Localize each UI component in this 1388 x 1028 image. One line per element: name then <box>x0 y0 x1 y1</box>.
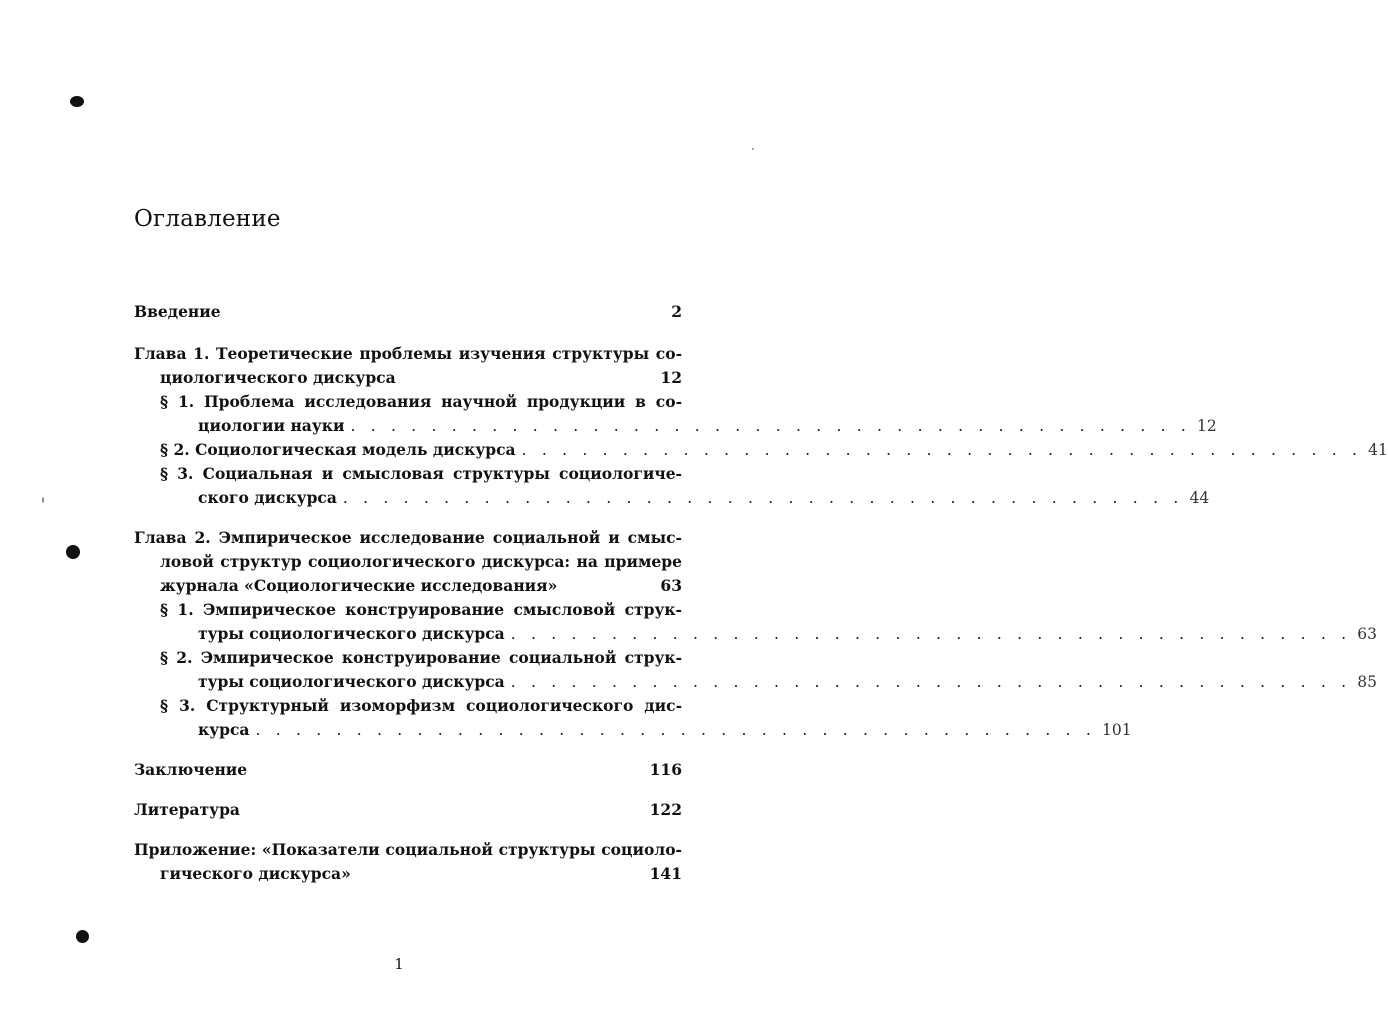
toc-entry-label: курса <box>198 720 250 739</box>
toc-entry-label: циологического дискурса <box>160 368 396 387</box>
toc-entry-label: § 2. Социологическая модель дискурса <box>160 440 516 459</box>
toc-entry-label: Литература <box>134 800 240 819</box>
dot-leader: . . . . . . . . . . . . . . . . . . . . . . . . . . . . . . . . . . . . . . . . . . <box>510 625 1352 643</box>
toc-appendix-line-2 <box>160 862 682 886</box>
toc-page-number: 122 <box>649 800 682 819</box>
toc-section-2-1-line-2 <box>198 622 1378 646</box>
scan-speck <box>752 148 754 150</box>
ink-blot <box>70 96 84 107</box>
toc-section-1-1-line-1: § 1. Проблема исследования научной продукции в со- <box>160 392 682 411</box>
toc-appendix-line-1: Приложение: «Показатели социальной структуры социоло- <box>134 840 682 859</box>
toc-chapter-2-line-3 <box>160 574 682 598</box>
page-number-footer: 1 <box>394 955 404 973</box>
toc-page-number: 12 <box>660 368 682 387</box>
toc-entry-label: Заключение <box>134 760 248 779</box>
toc-page-number: 141 <box>649 864 682 883</box>
toc-entry-label: Введение <box>134 302 221 321</box>
toc-entry-label: ского дискурса <box>198 488 337 507</box>
toc-page-number: 44 <box>1189 489 1210 507</box>
toc-section-1-2 <box>160 438 1388 462</box>
toc-chapter-2-line-1: Глава 2. Эмпирическое исследование социальной и смыс- <box>134 528 682 547</box>
toc-chapter-2-line-2: ловой структур социологического дискурса: на примере <box>160 552 682 571</box>
toc-section-2-1-line-1: § 1. Эмпирическое конструирование смысловой струк- <box>160 600 682 619</box>
toc-page-number: 85 <box>1357 673 1378 691</box>
scan-speck <box>42 497 44 503</box>
toc-section-1-3-line-2 <box>198 486 1210 510</box>
dot-leader: . . . . . . . . . . . . . . . . . . . . . . . . . . . . . . . . . . . . . . . . . . <box>521 441 1363 459</box>
toc-section-2-2-line-1: § 2. Эмпирическое конструирование социальной струк- <box>160 648 682 667</box>
toc-page-number: 41 <box>1368 441 1388 459</box>
toc-section-2-3-line-2 <box>198 718 1132 742</box>
dot-leader: . . . . . . . . . . . . . . . . . . . . . . . . . . . . . . . . . . . . . . . . . . <box>350 417 1191 435</box>
toc-section-1-3-line-1: § 3. Социальная и смысловая структуры социологиче- <box>160 464 682 483</box>
dot-leader: . . . . . . . . . . . . . . . . . . . . . . . . . . . . . . . . . . . . . . . . . . <box>510 673 1352 691</box>
dot-leader: . . . . . . . . . . . . . . . . . . . . . . . . . . . . . . . . . . . . . . . . . . <box>255 721 1096 739</box>
toc-section-2-2-line-2 <box>198 670 1378 694</box>
toc-section-1-1-line-2 <box>198 414 1217 438</box>
page-title: Оглавление <box>134 206 281 232</box>
toc-entry-literature <box>134 798 682 822</box>
ink-blot <box>76 930 89 943</box>
toc-entry-label: туры социологического дискурса <box>198 624 505 643</box>
toc-page-number: 12 <box>1197 417 1217 435</box>
toc-entry-intro <box>134 300 682 324</box>
ink-blot <box>66 545 80 559</box>
toc-entry-label: циологии науки <box>198 416 345 435</box>
toc-chapter-1-line-1: Глава 1. Теоретические проблемы изучения структуры со- <box>134 344 682 363</box>
toc-entry-label: журнала «Социологические исследования» <box>160 576 558 595</box>
toc-page-number: 116 <box>649 760 682 779</box>
toc-page-number: 63 <box>660 576 682 595</box>
toc-page-number: 2 <box>671 302 682 321</box>
toc-entry-conclusion <box>134 758 682 782</box>
toc-chapter-1-line-2 <box>160 366 682 390</box>
toc-section-2-3-line-1: § 3. Структурный изоморфизм социологического дис- <box>160 696 682 715</box>
toc-entry-label: гического дискурса» <box>160 864 351 883</box>
toc-entry-label: туры социологического дискурса <box>198 672 505 691</box>
toc-page-number: 63 <box>1357 625 1378 643</box>
toc-page-number: 101 <box>1101 721 1132 739</box>
dot-leader: . . . . . . . . . . . . . . . . . . . . . . . . . . . . . . . . . . . . . . . . . . <box>342 489 1184 507</box>
